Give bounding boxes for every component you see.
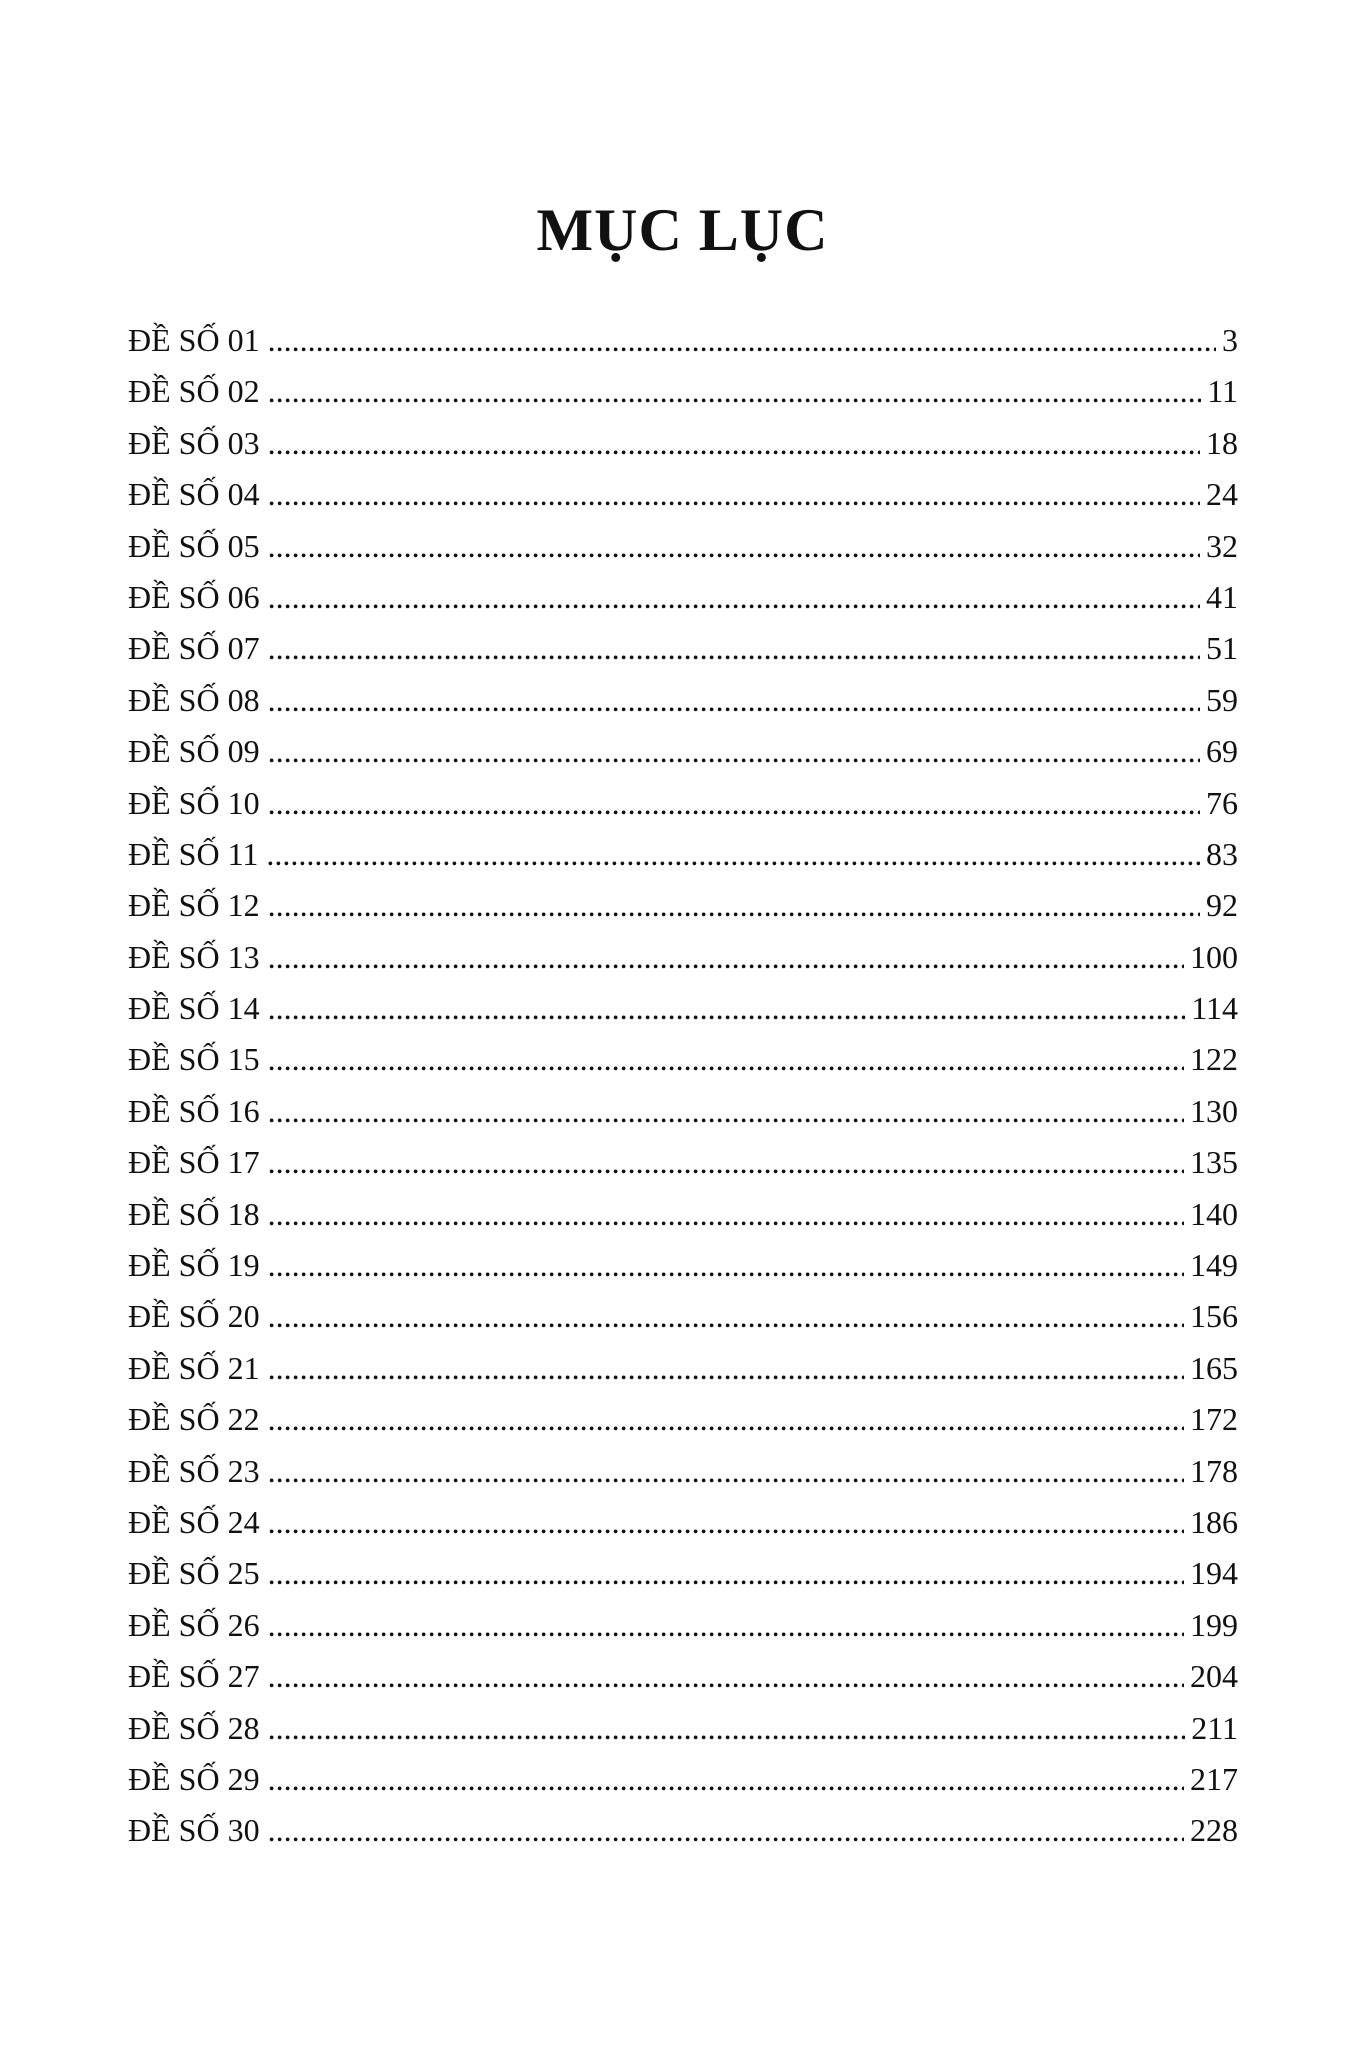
toc-entry-page-number: 165 [1190,1349,1238,1386]
toc-entry[interactable] [128,1651,1238,1702]
toc-entry-label: ĐỀ SỐ 25 [128,1555,260,1592]
toc-entry-page-number: 135 [1190,1144,1238,1181]
dot-leader [268,366,1202,417]
toc-entry[interactable] [128,1343,1238,1394]
toc-entry-page-number: 83 [1206,835,1238,872]
toc-entry[interactable] [128,1189,1238,1240]
dot-leader [266,829,1200,880]
toc-entry[interactable] [128,1394,1238,1445]
toc-entry-label: ĐỀ SỐ 04 [128,476,260,513]
toc-entry[interactable] [128,1446,1238,1497]
toc-entry-page-number: 217 [1190,1760,1238,1797]
dot-leader [268,932,1184,983]
toc-entry-page-number: 211 [1191,1709,1238,1746]
dot-leader [268,623,1200,674]
toc-entry-page-number: 156 [1190,1298,1238,1335]
toc-entry-page-number: 130 [1190,1092,1238,1129]
toc-entry-label: ĐỀ SỐ 16 [128,1092,260,1129]
toc-entry[interactable] [128,1086,1238,1137]
dot-leader [268,418,1200,469]
toc-entry-page-number: 186 [1190,1503,1238,1540]
toc-entry-page-number: 194 [1190,1555,1238,1592]
toc-entry-page-number: 199 [1190,1606,1238,1643]
toc-entry-label: ĐỀ SỐ 26 [128,1606,260,1643]
toc-entry-page-number: 204 [1190,1658,1238,1695]
dot-leader [268,1240,1184,1291]
toc-entry-page-number: 11 [1207,373,1238,410]
toc-entry[interactable] [128,1034,1238,1085]
toc-entry[interactable] [128,1703,1238,1754]
dot-leader [268,1805,1184,1856]
toc-entry-page-number: 3 [1222,322,1238,358]
toc-entry-page-number: 51 [1206,630,1238,667]
toc-entry-label: ĐỀ SỐ 02 [128,373,260,410]
toc-entry-page-number: 228 [1190,1812,1238,1849]
dot-leader [268,1189,1184,1240]
dot-leader [268,1703,1186,1754]
toc-entry[interactable] [128,1600,1238,1651]
toc-entry-page-number: 122 [1190,1041,1238,1078]
toc-entry-label: ĐỀ SỐ 03 [128,424,260,461]
toc-entry-label: ĐỀ SỐ 29 [128,1760,260,1797]
dot-leader [268,1291,1184,1342]
toc-entry-label: ĐỀ SỐ 21 [128,1349,260,1386]
toc-entry[interactable] [128,880,1238,931]
toc-entry[interactable] [128,1497,1238,1548]
toc-entry-label: ĐỀ SỐ 24 [128,1503,260,1540]
toc-entry-label: ĐỀ SỐ 23 [128,1452,260,1489]
dot-leader [268,521,1200,572]
dot-leader [268,880,1200,931]
toc-entry-label: ĐỀ SỐ 08 [128,681,260,718]
toc-entry-label: ĐỀ SỐ 01 [128,322,260,358]
toc-entry-label: ĐỀ SỐ 20 [128,1298,260,1335]
toc-entry[interactable] [128,675,1238,726]
dot-leader [268,572,1200,623]
toc-entry[interactable] [128,983,1238,1034]
toc-entry-label: ĐỀ SỐ 27 [128,1658,260,1695]
toc-entry[interactable] [128,418,1238,469]
dot-leader [268,1034,1184,1085]
toc-entry[interactable] [128,1548,1238,1599]
toc-entry-page-number: 172 [1190,1401,1238,1438]
dot-leader [268,1600,1184,1651]
toc-entry[interactable] [128,1240,1238,1291]
toc-entry-page-number: 92 [1206,887,1238,924]
toc-entry-page-number: 59 [1206,681,1238,718]
toc-entry-label: ĐỀ SỐ 10 [128,784,260,821]
toc-entry-label: ĐỀ SỐ 06 [128,578,260,615]
dot-leader [268,1651,1184,1702]
toc-entry-page-number: 178 [1190,1452,1238,1489]
toc-entry[interactable] [128,726,1238,777]
toc-entry-label: ĐỀ SỐ 12 [128,887,260,924]
toc-entry-label: ĐỀ SỐ 05 [128,527,260,564]
toc-entry-label: ĐỀ SỐ 28 [128,1709,260,1746]
dot-leader [268,675,1200,726]
dot-leader [268,1086,1184,1137]
dot-leader [268,1548,1184,1599]
dot-leader [268,469,1200,520]
toc-entry-label: ĐỀ SỐ 17 [128,1144,260,1181]
toc-entry[interactable] [128,366,1238,417]
dot-leader [268,1137,1184,1188]
toc-entry-page-number: 41 [1206,578,1238,615]
toc-entry[interactable] [128,932,1238,983]
page-title: MỤC LỤC [536,197,829,263]
toc-entry[interactable] [128,315,1238,366]
toc-entry-label: ĐỀ SỐ 30 [128,1812,260,1849]
toc-entry-page-number: 24 [1206,476,1238,513]
toc-entry-page-number: 32 [1206,527,1238,564]
toc-entry[interactable] [128,623,1238,674]
table-of-contents [128,315,1238,1857]
toc-entry[interactable] [128,1137,1238,1188]
dot-leader [268,778,1200,829]
toc-entry-page-number: 140 [1190,1195,1238,1232]
toc-entry-label: ĐỀ SỐ 22 [128,1401,260,1438]
dot-leader [268,983,1186,1034]
dot-leader [268,1754,1184,1805]
toc-entry[interactable] [128,1291,1238,1342]
dot-leader [268,1446,1184,1497]
toc-entry[interactable] [128,469,1238,520]
toc-entry-label: ĐỀ SỐ 15 [128,1041,260,1078]
dot-leader [268,1343,1184,1394]
dot-leader [268,1497,1184,1548]
toc-entry-page-number: 149 [1190,1247,1238,1284]
toc-entry-label: ĐỀ SỐ 07 [128,630,260,667]
toc-entry-page-number: 18 [1206,424,1238,461]
toc-entry[interactable] [128,1805,1238,1856]
toc-entry-page-number: 69 [1206,733,1238,770]
toc-entry-label: ĐỀ SỐ 14 [128,990,260,1027]
toc-entry-label: ĐỀ SỐ 13 [128,938,260,975]
toc-entry-label: ĐỀ SỐ 11 [128,835,259,872]
toc-entry-page-number: 76 [1206,784,1238,821]
toc-entry-label: ĐỀ SỐ 19 [128,1247,260,1284]
toc-entry-page-number: 114 [1191,990,1238,1027]
dot-leader [268,726,1200,777]
toc-entry[interactable] [128,778,1238,829]
toc-entry[interactable] [128,829,1238,880]
dot-leader [268,1394,1184,1445]
toc-entry[interactable] [128,521,1238,572]
toc-entry[interactable] [128,1754,1238,1805]
toc-entry-label: ĐỀ SỐ 09 [128,733,260,770]
toc-entry[interactable] [128,572,1238,623]
toc-entry-page-number: 100 [1190,938,1238,975]
dot-leader [268,315,1216,366]
toc-entry-label: ĐỀ SỐ 18 [128,1195,260,1232]
